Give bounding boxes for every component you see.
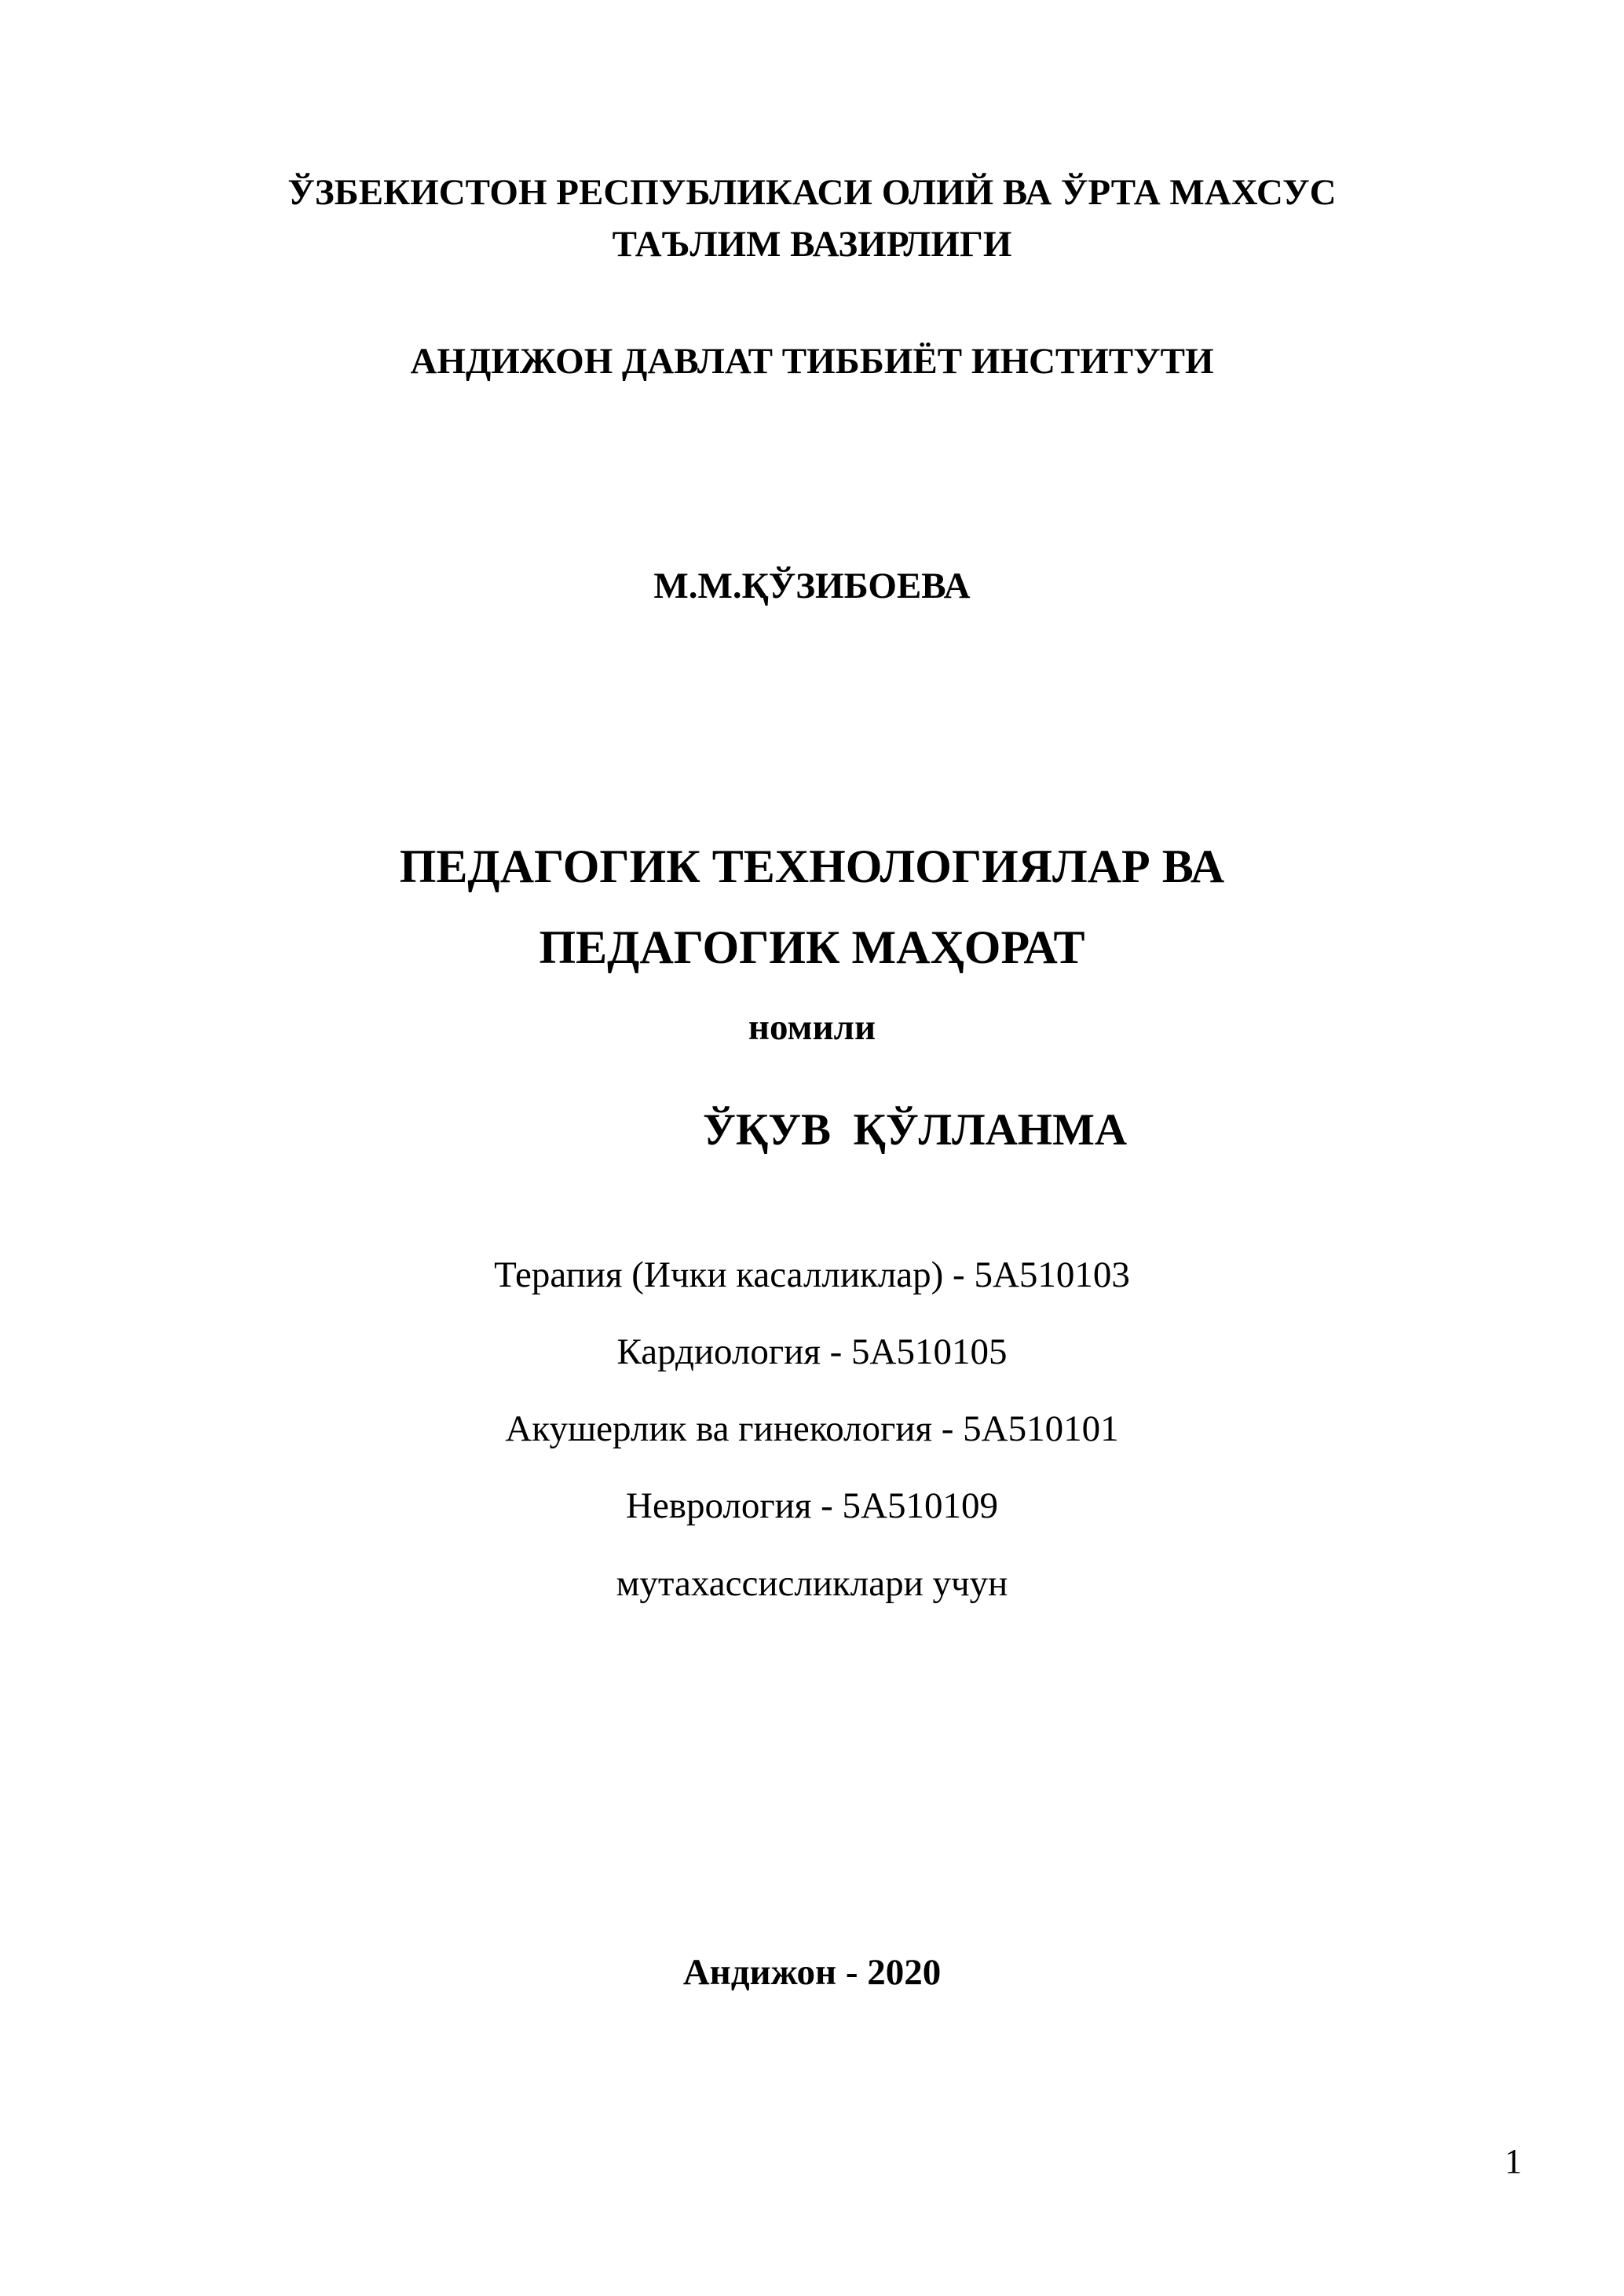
specialty-item: Терапия (Ички касалликлар) - 5А510103 xyxy=(494,1254,1130,1295)
specialty-item: Кардиология - 5А510105 xyxy=(616,1331,1008,1372)
title-named-label: номили xyxy=(748,1007,876,1048)
document-type: ЎҚУВ ҚЎЛЛАНМА xyxy=(703,1105,1128,1155)
ministry-name-line-1: ЎЗБЕКИСТОН РЕСПУБЛИКАСИ ОЛИЙ ВА ЎРТА МАХСУС xyxy=(287,172,1337,213)
page-number: 1 xyxy=(1505,2142,1522,2181)
ministry-name-line-2: ТАЪЛИМ ВАЗИРЛИГИ xyxy=(612,224,1012,265)
specialties-caption: мутахассисликлари учун xyxy=(616,1563,1008,1604)
specialty-item: Акушерлик ва гинекология - 5А510101 xyxy=(505,1408,1119,1449)
specialty-item: Неврология - 5А510109 xyxy=(626,1485,998,1526)
book-title-line-1: ПЕДАГОГИК ТЕХНОЛОГИЯЛАР ВА xyxy=(399,840,1225,892)
author-name: М.М.ҚЎЗИБОЕВА xyxy=(653,566,971,606)
institute-name: АНДИЖОН ДАВЛАТ ТИББИЁТ ИНСТИТУТИ xyxy=(410,341,1214,382)
book-title-line-2: ПЕДАГОГИК МАҲОРАТ xyxy=(539,921,1085,973)
city-year: Андижон - 2020 xyxy=(682,1952,942,1993)
